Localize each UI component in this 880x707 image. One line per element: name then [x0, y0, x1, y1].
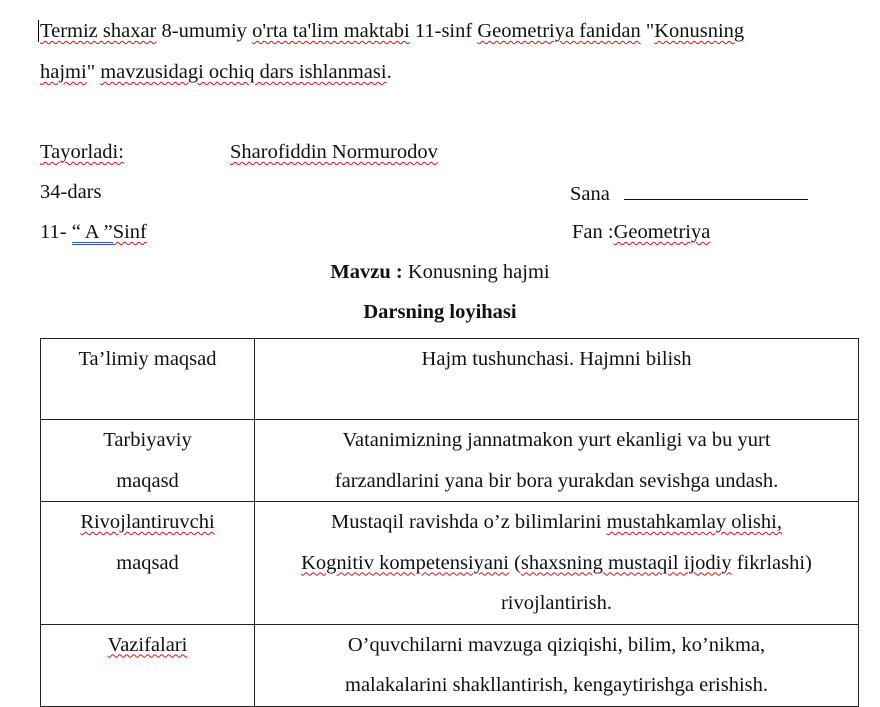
- lesson-plan-table: [40, 338, 859, 707]
- table-row: [41, 420, 859, 502]
- row-content: malakalarini shakllantirish, kengaytirishga erishish.: [345, 674, 768, 696]
- heading-topic-end: hajmi: [40, 61, 87, 83]
- subject-line: [572, 221, 710, 244]
- heading-school: o'rta ta'lim maktabi: [252, 20, 410, 42]
- topic-value: Konusning hajmi: [402, 261, 550, 283]
- row-content: Hajm tushunchasi. Hajmni bilish: [421, 348, 692, 370]
- heading-line-2: [40, 61, 392, 84]
- row-content-cell: [255, 624, 859, 706]
- content-fragment: fikrlashi): [731, 551, 812, 574]
- row-content: Vatanimizning jannatmakon yurt ekanligi va bu yurt: [342, 429, 771, 451]
- row-label-cell: [41, 624, 255, 706]
- table-row: [41, 624, 859, 706]
- topic-line: [0, 261, 880, 284]
- content-fragment: (: [508, 551, 521, 574]
- heading-grade: 11-sinf: [409, 20, 478, 42]
- row-content: farzandlarini yana bir bora yurakdan sevishga undash.: [334, 469, 779, 492]
- heading-school-no: 8-umumiy: [156, 20, 253, 42]
- date-label: Sana: [570, 183, 610, 205]
- table-row: [41, 502, 859, 625]
- content-fragment: shaxsning mustaqil ijodiy: [520, 551, 732, 574]
- heading-quote-open: ": [640, 20, 655, 42]
- heading-line-1: [40, 20, 744, 43]
- content-fragment: mustahkamlay olishi,: [606, 511, 782, 533]
- heading-quote-close: ": [86, 61, 101, 83]
- row-label: Tarbiyaviy: [103, 429, 192, 451]
- class-prefix: 11-: [40, 221, 72, 243]
- row-content-line: [257, 502, 856, 543]
- table-row: [41, 339, 859, 420]
- class-letter: “ A ”: [71, 221, 113, 243]
- row-label-cell: [41, 502, 255, 625]
- lesson-number: 34-dars: [40, 181, 102, 203]
- row-label-cell: [41, 420, 255, 502]
- project-title: [0, 301, 880, 324]
- row-label-wrap: [43, 625, 252, 666]
- row-content-cell: [255, 502, 859, 625]
- row-label: Vazifalari: [107, 633, 188, 656]
- row-content-cell: [255, 420, 859, 502]
- row-content: rivojlantirish.: [500, 592, 613, 614]
- date-field: [570, 181, 808, 206]
- heading-subject: Geometriya fanidan: [477, 20, 641, 42]
- row-content-line: [257, 543, 856, 584]
- author-name: Sharofiddin Normurodov: [230, 141, 438, 163]
- row-label: maqsad: [116, 551, 179, 574]
- prepared-label: Tayorladi:: [40, 141, 124, 163]
- row-label-cell: [41, 339, 255, 420]
- heading-topic-start: Konusning: [654, 20, 745, 42]
- topic-label: Mavzu :: [330, 261, 403, 283]
- heading-period: .: [386, 61, 392, 83]
- project-title-text: Darsning loyihasi: [363, 301, 517, 323]
- class-line: [40, 221, 147, 245]
- row-label: Ta’limiy maqsad: [78, 348, 217, 370]
- heading-place: Termiz shaxar: [40, 20, 157, 42]
- class-word: Sinf: [112, 221, 147, 243]
- row-label: maqasd: [116, 469, 179, 492]
- content-fragment: Mustaqil ravishda o’z bilimlarini: [331, 511, 607, 533]
- subject-name: Geometriya: [613, 221, 711, 243]
- content-fragment: Kognitiv kompetensiyani: [301, 551, 509, 574]
- date-blank-line[interactable]: [624, 181, 808, 200]
- row-content-cell: [255, 339, 859, 420]
- text-cursor: [38, 20, 39, 42]
- row-content: O’quvchilarni mavzuga qiziqishi, bilim, ko’nikma,: [347, 633, 766, 656]
- row-label: Rivojlantiruvchi: [80, 511, 215, 533]
- heading-lesson-type: mavzusidagi ochiq dars ishlanmasi: [100, 61, 387, 83]
- subject-prefix: Fan :: [572, 221, 614, 243]
